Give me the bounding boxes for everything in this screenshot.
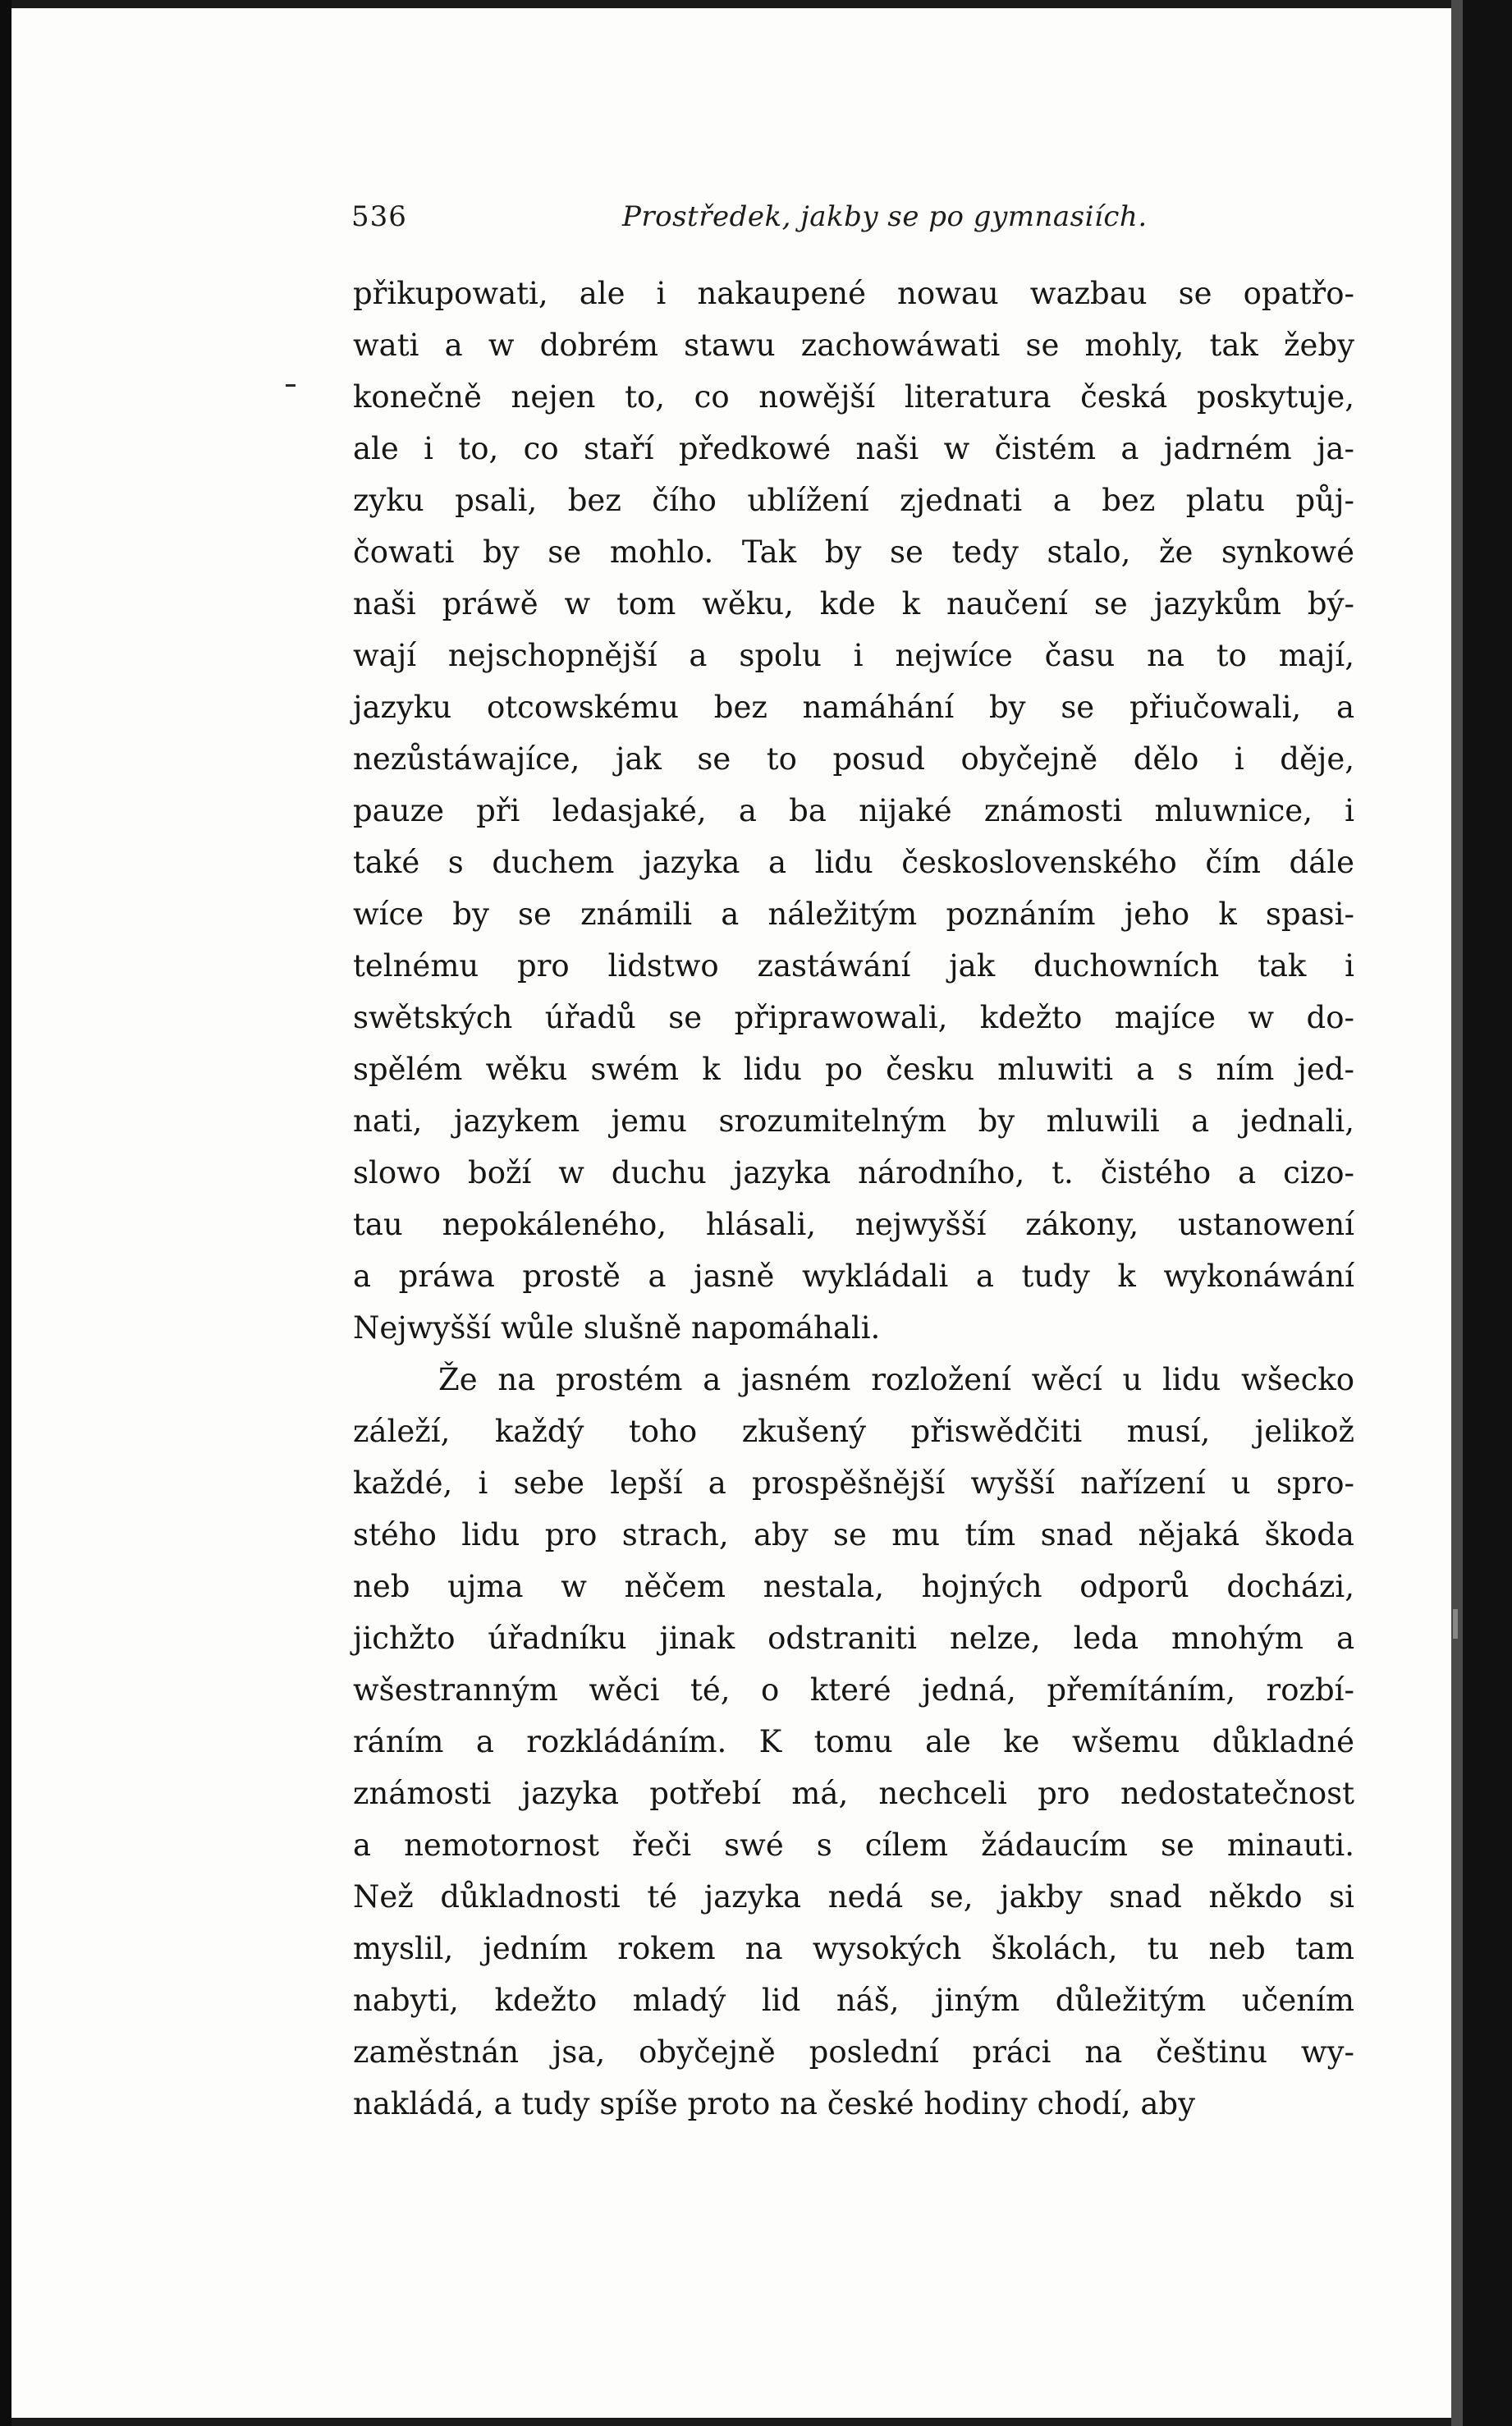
text-line: také s duchem jazyka a lidu československého čím dále	[353, 845, 1354, 880]
text-line: myslil, jedním rokem na wysokých školách, tu neb tam	[353, 1931, 1354, 1966]
text-line: wšestranným wěci té, o které jedná, přemítáním, rozbí-	[353, 1672, 1354, 1708]
text-line: Že na prostém a jasném rozložení wěcí u lidu wšecko	[438, 1362, 1354, 1397]
text-line: a nemotornost řeči swé s cílem žádaucím se minauti.	[353, 1828, 1354, 1863]
page-header	[351, 200, 1353, 250]
text-line: ráním a rozkládáním. K tomu ale ke wšemu důkladné	[353, 1724, 1354, 1759]
scan-border-left	[0, 0, 11, 2426]
text-line: spělém wěku swém k lidu po česku mluwiti a s ním jed-	[353, 1052, 1354, 1087]
text-line: wati a w dobrém stawu zachowáwati se mohly, tak žeby	[353, 328, 1354, 363]
text-line: pauze při ledasjaké, a ba nijaké známosti mluwnice, i	[353, 793, 1354, 828]
text-line: nezůstáwajíce, jak se to posud obyčejně dělo i děje,	[353, 741, 1354, 777]
text-line: ale i to, co staří předkowé naši w čistém a jadrném ja-	[353, 431, 1354, 466]
text-line: přikupowati, ale i nakaupené nowau wazbau se opatřo-	[353, 276, 1354, 311]
text-line: jazyku otcowskému bez namáhání by se přiučowali, a	[353, 690, 1354, 725]
text-line: záleží, každý toho zkušený přiswědčiti musí, jelikož	[353, 1414, 1354, 1449]
text-line: čowati by se mohlo. Tak by se tedy stalo, že synkowé	[353, 534, 1354, 570]
text-line: stého lidu pro strach, aby se mu tím snad nějaká škoda	[353, 1517, 1354, 1552]
body-text	[353, 268, 1354, 2130]
margin-mark	[286, 384, 296, 387]
text-line: Nejwyšší wůle slušně napomáhali.	[353, 1310, 881, 1346]
text-line: naši práwě w tom wěku, kde k naučení se jazykům bý-	[353, 586, 1354, 621]
text-line: nabyti, kdežto mladý lid náš, jiným důležitým učením	[353, 1983, 1354, 2018]
text-line: známosti jazyka potřebí má, nechceli pro nedostatečnost	[353, 1776, 1354, 1811]
text-line: neb ujma w něčem nestala, hojných odporů docházi,	[353, 1569, 1354, 1604]
text-line: konečně nejen to, co nowější literatura česká poskytuje,	[353, 379, 1354, 415]
scan-border-bottom	[0, 2418, 1512, 2426]
text-line: nati, jazykem jemu srozumitelným by mluwili a jednali,	[353, 1103, 1354, 1139]
text-line: jichžto úřadníku jinak odstraniti nelze, leda mnohým a	[353, 1621, 1354, 1656]
edge-mark	[1453, 1609, 1458, 1639]
scan-border-top	[0, 0, 1512, 8]
page-number: 536	[351, 200, 407, 233]
text-line: slowo boží w duchu jazyka národního, t. čistého a cizo-	[353, 1155, 1354, 1190]
scan-border-right	[1463, 0, 1512, 2426]
text-line: wíce by se známili a náležitým poznáním jeho k spasi-	[353, 897, 1354, 932]
text-line: každé, i sebe lepší a prospěšnější wyšší nařízení u spro-	[353, 1465, 1354, 1501]
text-line: nakládá, a tudy spíše proto na české hodiny chodí, aby	[353, 2086, 1196, 2121]
text-line: swětských úřadů se připrawowali, kdežto majíce w do-	[353, 1000, 1354, 1035]
text-line: wají nejschopnější a spolu i nejwíce času na to mají,	[353, 638, 1354, 673]
text-line: zaměstnán jsa, obyčejně poslední práci na češtinu wy-	[353, 2034, 1354, 2070]
text-line: tau nepokáleného, hlásali, nejwyšší zákony, ustanowení	[353, 1207, 1354, 1242]
text-line: zyku psali, bez čího ublížení zjednati a bez platu půj-	[353, 483, 1354, 518]
text-line: a práwa prostě a jasně wykládali a tudy k wykonáwání	[353, 1259, 1354, 1294]
text-line: telnému pro lidstwo zastáwání jak duchowních tak i	[353, 948, 1354, 984]
page-edge-shadow	[1451, 0, 1463, 2426]
text-line: Než důkladnosti té jazyka nedá se, jakby snad někdo si	[353, 1879, 1354, 1915]
running-head: Prostředek, jakby se po gymnasiích.	[622, 200, 1148, 233]
